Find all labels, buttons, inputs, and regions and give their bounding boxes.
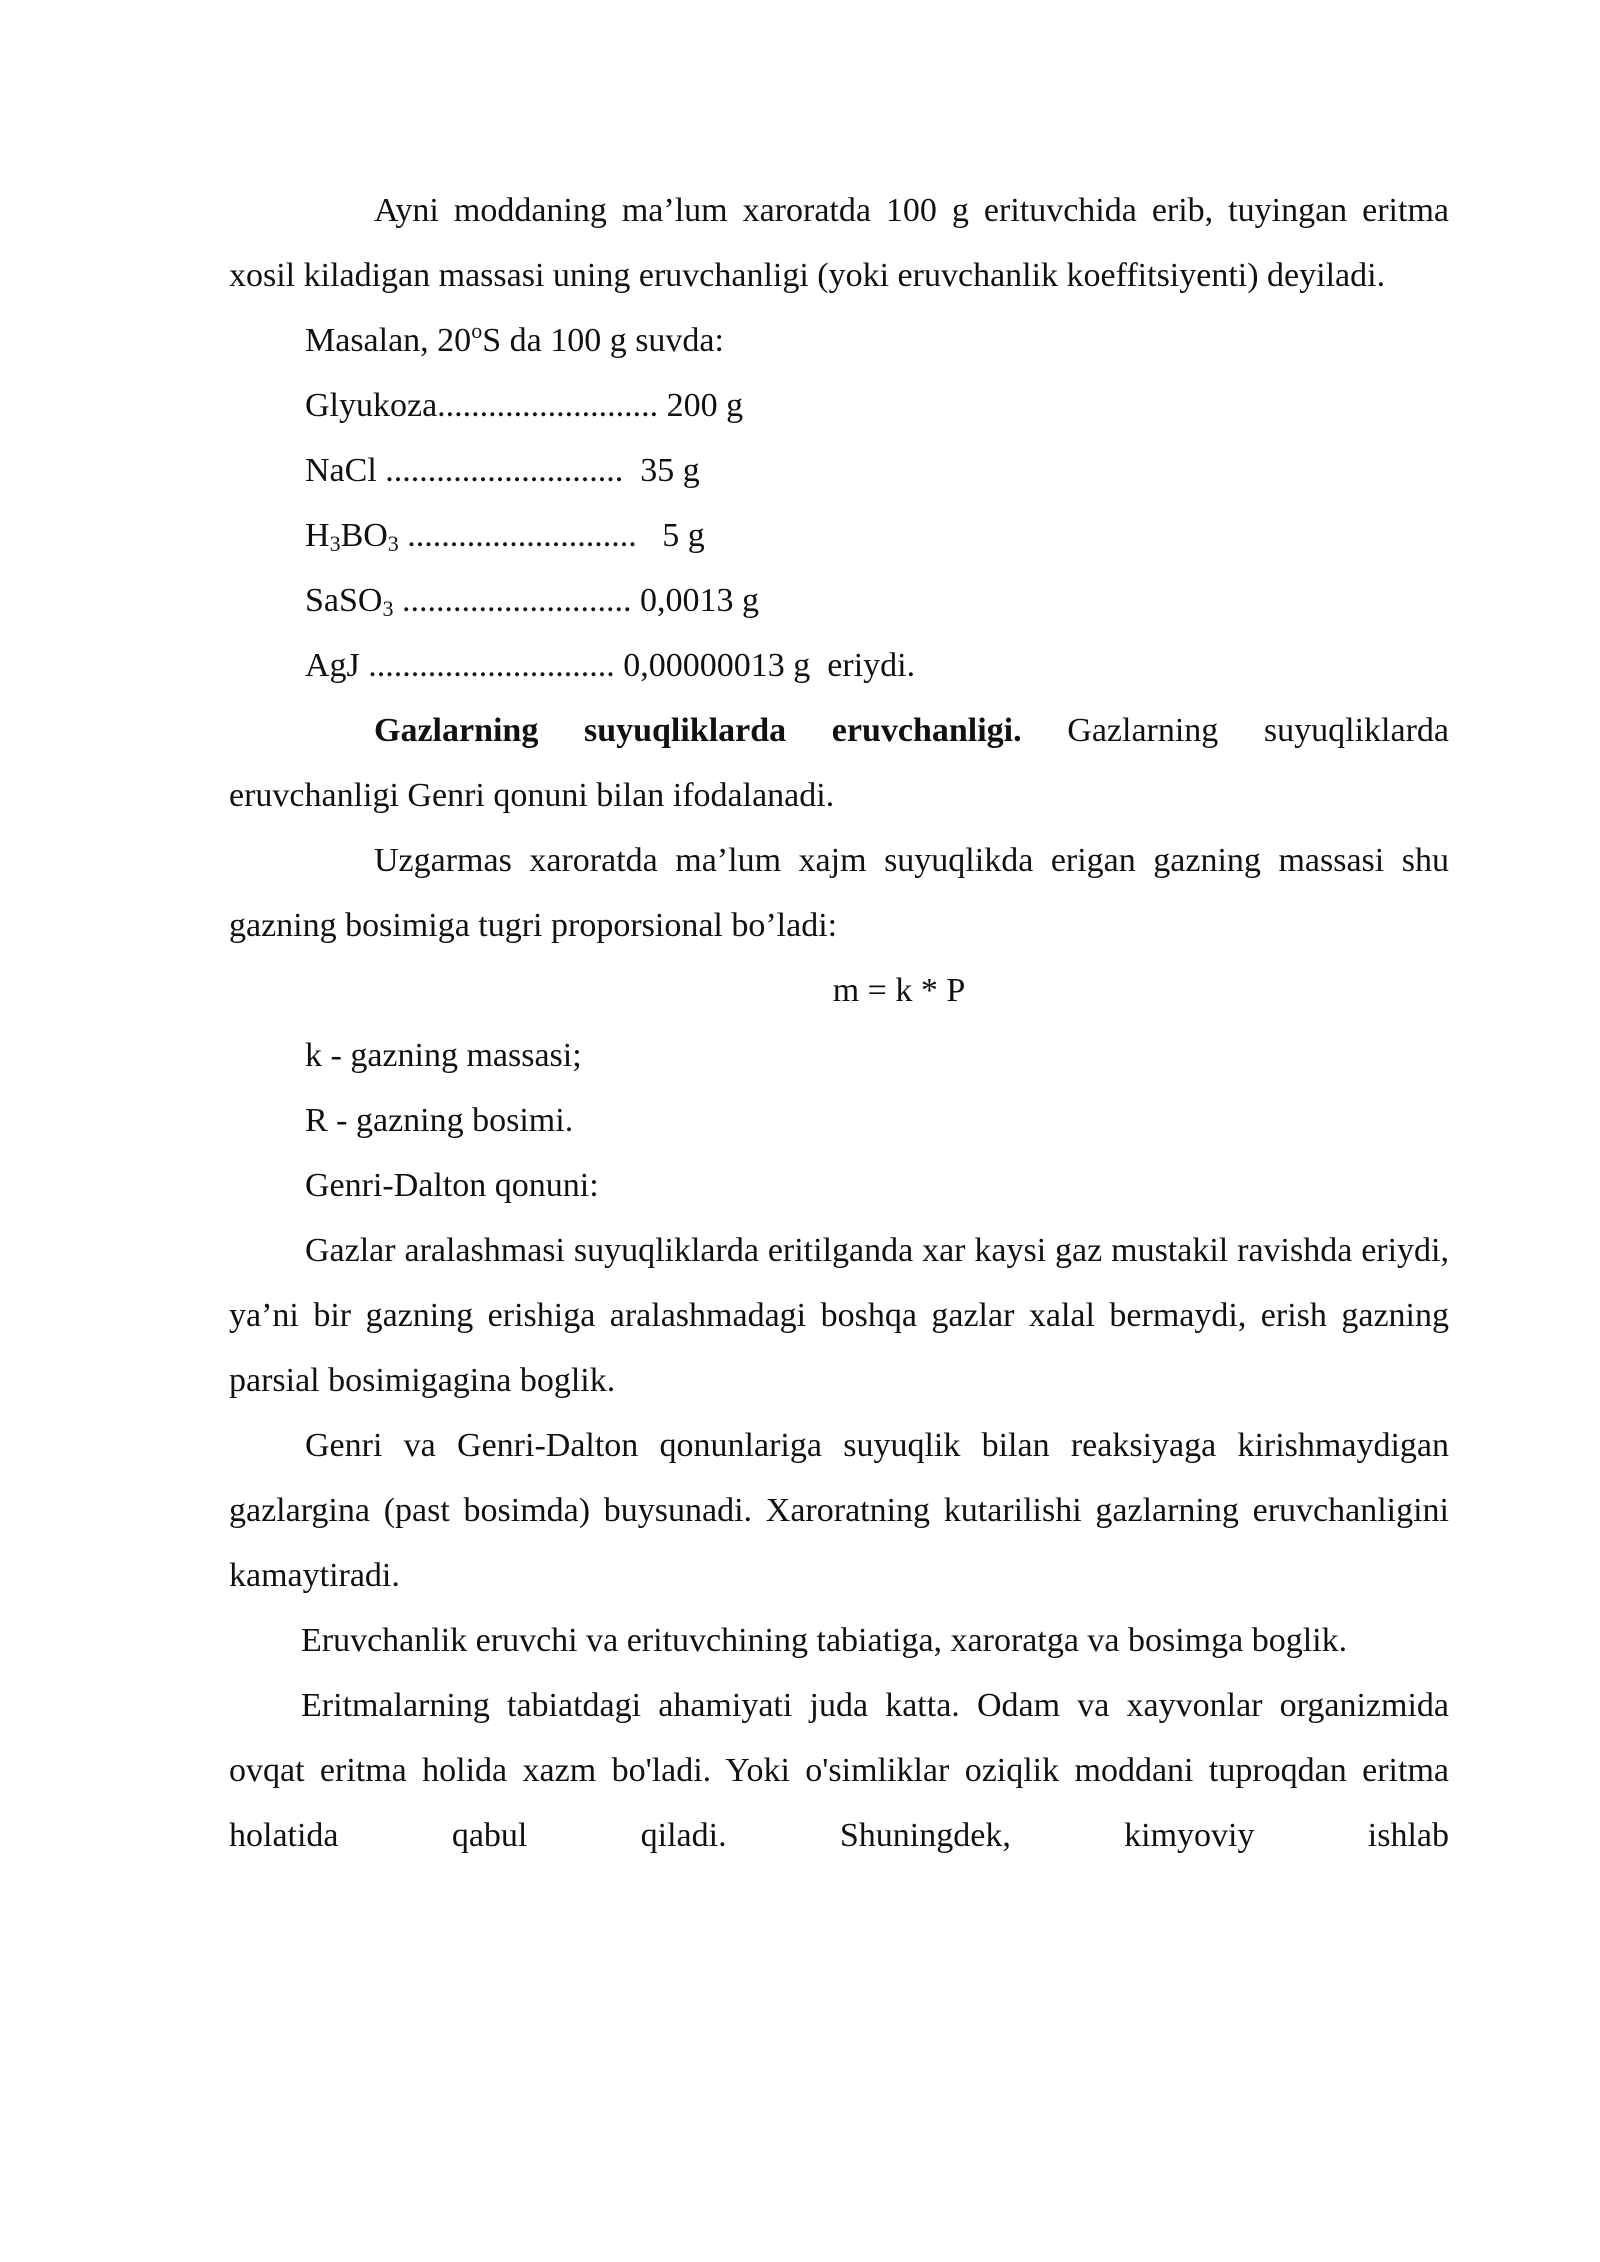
masalan-text: Masalan, 20 bbox=[305, 322, 472, 359]
paragraph-gazlar-eruvchanligi bbox=[229, 698, 1449, 828]
paragraph-genri-qonunlari: Genri va Genri-Dalton qonunlariga suyuqlik bilan reaksiyaga kirishmaydigan gazlargina (past bosimda) buysunadi. Xaroratning kutarilishi gazlarning eruvchanligini kamaytiradi. bbox=[229, 1427, 1449, 1594]
definition-k: k - gazning massasi; bbox=[305, 1037, 582, 1074]
subscript: 3 bbox=[387, 531, 399, 556]
list-item-nacl: NaCl ............................ 35 g bbox=[305, 452, 700, 489]
list-item-glyukoza: Glyukoza.......................... 200 g bbox=[305, 387, 744, 424]
paragraph-gazlar-aralashmasi: Gazlar aralashmasi suyuqliklarda eritilganda xar kaysi gaz mustakil ravishda eriydi, ya’ni bir gazning erishiga aralashmadagi boshqa gazlar xalal bermaydi, erish gazning parsial bosimigagina boglik. bbox=[229, 1232, 1449, 1399]
list-value: ........................... 5 g bbox=[398, 517, 705, 554]
paragraph-eruvchanlik-boglik: Eruvchanlik eruvchi va erituvchining tabiatiga, xaroratga va bosimga boglik. bbox=[301, 1622, 1348, 1659]
paragraph-eruvchanlik-definition: Ayni moddaning ma’lum xaroratda 100 g erituvchida erib, tuyingan eritma xosil kiladigan massasi uning eruvchanligi (yoki eruvchanlik koeffitsiyenti) deyiladi. bbox=[229, 192, 1449, 294]
henry-formula: m = k * P bbox=[832, 972, 966, 1009]
degree-mark: o bbox=[471, 318, 483, 343]
formula-h: H bbox=[305, 517, 330, 554]
formula-bo: BO bbox=[340, 517, 388, 554]
formula-saso: SaSO bbox=[305, 582, 383, 619]
document-page bbox=[229, 178, 1449, 1868]
section-heading: Gazlarning suyuqliklarda eruvchanligi. bbox=[374, 712, 1022, 749]
masalan-text-rest: S da 100 g suvda: bbox=[482, 322, 724, 359]
subscript: 3 bbox=[329, 531, 341, 556]
definition-r: R - gazning bosimi. bbox=[305, 1102, 574, 1139]
list-value: ........................... 0,0013 g bbox=[393, 582, 759, 619]
genri-dalton-title: Genri-Dalton qonuni: bbox=[305, 1167, 599, 1204]
subscript: 3 bbox=[382, 596, 394, 621]
list-item-h3bo3 bbox=[229, 503, 1449, 568]
paragraph-eritmalar-ahamiyati: Eritmalarning tabiatdagi ahamiyati juda katta. Odam va xayvonlar organizmida ovqat eritma holida xazm bo'ladi. Yoki o'simliklar oziqlik moddani tuproqdan eritma holatida qabul qiladi. Shuningdek, kimyoviy ishlab bbox=[229, 1687, 1449, 1854]
list-item-saso3 bbox=[229, 568, 1449, 633]
paragraph-uzgarmas: Uzgarmas xaroratda ma’lum xajm suyuqlikda erigan gazning massasi shu gazning bosimiga tugri proporsional bo’ladi: bbox=[229, 842, 1449, 944]
list-item-agj: AgJ ............................. 0,00000013 g eriydi. bbox=[305, 647, 916, 684]
section-heading-text: Gazlarning suyuqliklarda eruvchanligi Genri qonuni bilan ifodalanadi. bbox=[229, 712, 1449, 814]
line-masalan bbox=[229, 308, 1449, 373]
